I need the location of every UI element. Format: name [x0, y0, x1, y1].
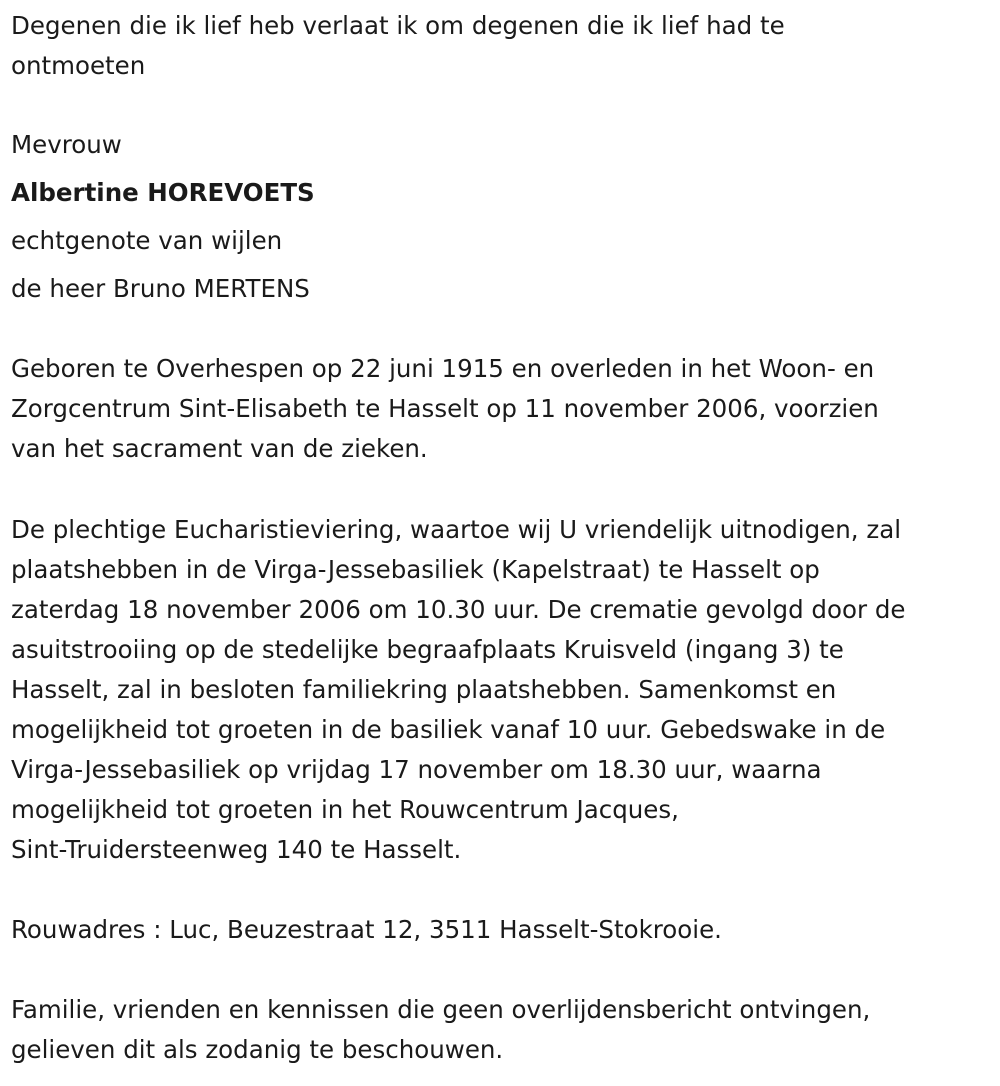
- service-line: Sint-Truidersteenweg 140 te Hasselt.: [11, 835, 462, 864]
- motto-paragraph: [11, 6, 785, 86]
- service-line: Hasselt, zal in besloten familiekring plaatshebben. Samenkomst en: [11, 675, 837, 704]
- notice-line: gelieven dit als zodanig te beschouwen.: [11, 1035, 504, 1064]
- motto-line: ontmoeten: [11, 51, 146, 80]
- service-line: plaatshebben in de Virga-Jessebasiliek (Kapelstraat) te Hasselt op: [11, 555, 820, 584]
- service-paragraph: [11, 510, 905, 870]
- service-line: asuitstrooiing op de stedelijke begraafplaats Kruisveld (ingang 3) te: [11, 635, 844, 664]
- service-line: zaterdag 18 november 2006 om 10.30 uur. De crematie gevolgd door de: [11, 595, 906, 624]
- service-line: mogelijkheid tot groeten in het Rouwcentrum Jacques,: [11, 795, 679, 824]
- birth-death-paragraph: [11, 349, 879, 469]
- birth-death-line: Geboren te Overhespen op 22 juni 1915 en overleden in het Woon- en: [11, 354, 875, 383]
- notice-line: Familie, vrienden en kennissen die geen overlijdensbericht ontvingen,: [11, 995, 871, 1024]
- mourning-address: Rouwadres : Luc, Beuzestraat 12, 3511 Hasselt-Stokrooie.: [11, 915, 722, 944]
- service-line: De plechtige Eucharistieviering, waartoe wij U vriendelijk uitnodigen, zal: [11, 515, 902, 544]
- service-line: Virga-Jessebasiliek op vrijdag 17 november om 18.30 uur, waarna: [11, 755, 822, 784]
- birth-death-line: Zorgcentrum Sint-Elisabeth te Hasselt op 11 november 2006, voorzien: [11, 394, 879, 423]
- spouse-name: de heer Bruno MERTENS: [11, 274, 310, 303]
- honorific-title: Mevrouw: [11, 130, 122, 159]
- notice-paragraph: [11, 990, 870, 1070]
- deceased-name: Albertine HOREVOETS: [11, 178, 315, 207]
- motto-line: Degenen die ik lief heb verlaat ik om degenen die ik lief had te: [11, 11, 785, 40]
- service-line: mogelijkheid tot groeten in de basiliek vanaf 10 uur. Gebedswake in de: [11, 715, 886, 744]
- birth-death-line: van het sacrament van de zieken.: [11, 434, 428, 463]
- spouse-relation: echtgenote van wijlen: [11, 226, 283, 255]
